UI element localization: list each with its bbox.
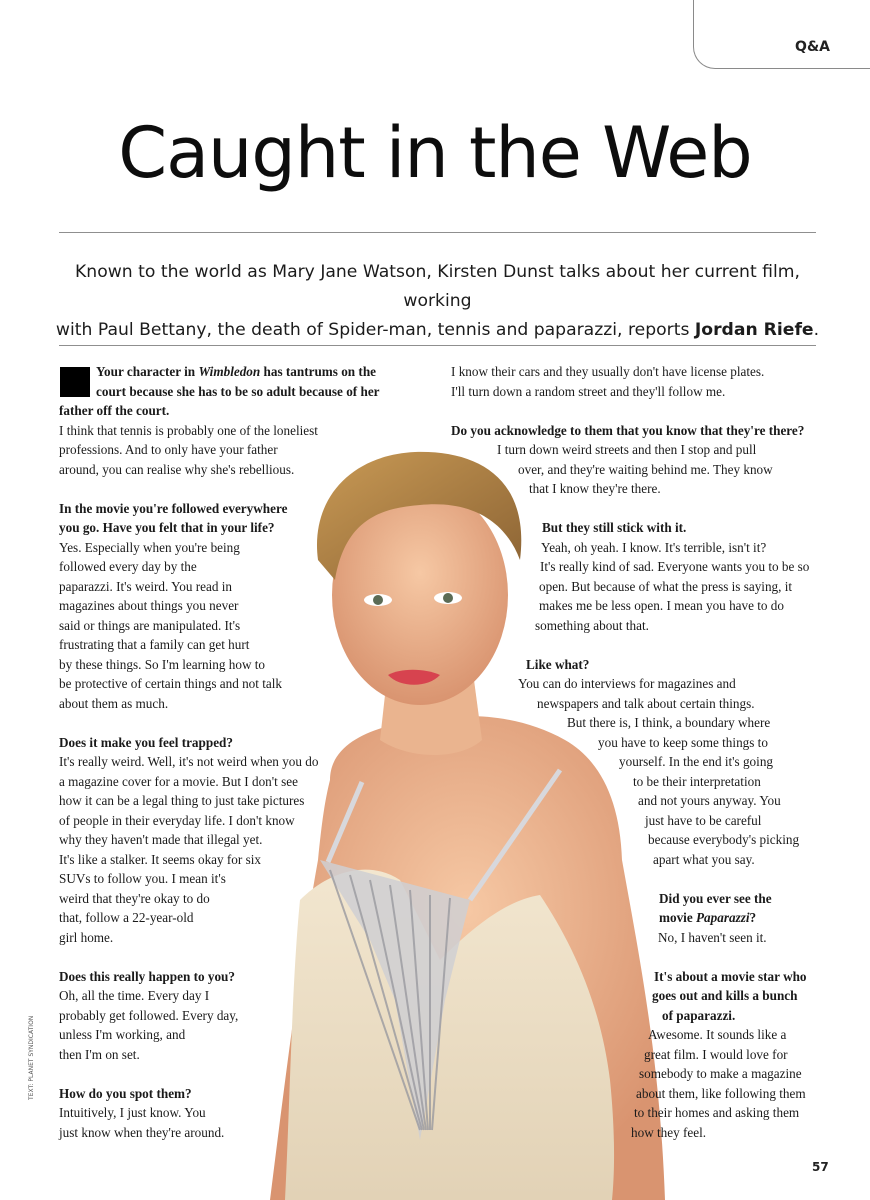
answer-line: great film. I would love for bbox=[644, 1046, 788, 1062]
intro-line-2-text: with Paul Bettany, the death of Spider-man, tennis and paparazzi, reports bbox=[55, 320, 695, 340]
answer-line: a magazine cover for a movie. But I don't see bbox=[59, 773, 298, 789]
paragraph-gap bbox=[451, 401, 809, 421]
question-line: Does this really happen to you? bbox=[59, 968, 235, 984]
section-tab-label: Q&A bbox=[795, 39, 830, 55]
question-line: you go. Have you felt that in your life? bbox=[59, 520, 275, 535]
paragraph-gap bbox=[59, 1064, 380, 1084]
question-line: movie Paparazzi? bbox=[659, 910, 757, 925]
answer-line: unless I'm working, and bbox=[59, 1027, 186, 1042]
answer-line: about them, like following them bbox=[636, 1085, 806, 1101]
question-line: court because she has to be so adult because of her bbox=[96, 383, 380, 399]
answer-line: makes me be less open. I mean you have to do bbox=[539, 598, 784, 613]
question-line: How do you spot them? bbox=[59, 1085, 192, 1101]
paragraph-gap bbox=[451, 869, 809, 889]
paragraph-gap bbox=[59, 479, 380, 499]
question-line: Did you ever see the bbox=[659, 890, 772, 906]
answer-line: of people in their everyday life. I don't know bbox=[59, 812, 295, 828]
paragraph-gap bbox=[451, 635, 809, 655]
answer-line: somebody to make a magazine bbox=[639, 1066, 802, 1081]
answer-line: weird that they're okay to do bbox=[59, 890, 210, 906]
answer-line: I turn down weird streets and then I stop and pull bbox=[497, 442, 757, 457]
question-line: Do you acknowledge to them that you know that they're there? bbox=[451, 422, 805, 438]
answer-line: yourself. In the end it's going bbox=[619, 754, 774, 769]
answer-line: Oh, all the time. Every day I bbox=[59, 988, 210, 1003]
answer-line: how they feel. bbox=[631, 1124, 707, 1140]
question-line: In the movie you're followed everywhere bbox=[59, 500, 288, 516]
left-column bbox=[59, 362, 380, 1142]
answer-line: then I'm on set. bbox=[59, 1046, 140, 1062]
question-line: Like what? bbox=[526, 656, 590, 672]
answer-line: I know their cars and they usually don't have license plates. bbox=[451, 364, 765, 379]
article-title: Caught in the Web bbox=[118, 112, 752, 194]
answer-line: frustrating that a family can get hurt bbox=[59, 637, 250, 652]
answer-line: over, and they're waiting behind me. They know bbox=[518, 461, 773, 477]
author-name: Jordan Riefe bbox=[694, 320, 814, 340]
paragraph-gap bbox=[59, 713, 380, 733]
answer-line: about them as much. bbox=[59, 695, 169, 711]
answer-line: you have to keep some things to bbox=[598, 734, 768, 750]
intro-line-2-end: . bbox=[813, 320, 820, 340]
answer-line: I think that tennis is probably one of the loneliest bbox=[59, 422, 318, 438]
answer-line: by these things. So I'm learning how to bbox=[59, 656, 266, 672]
paragraph-gap bbox=[451, 499, 809, 519]
answer-line: Yeah, oh yeah. I know. It's terrible, isn't it? bbox=[541, 539, 767, 555]
paragraph-gap bbox=[59, 947, 380, 967]
answer-line: Yes. Especially when you're being bbox=[59, 539, 240, 555]
answer-line: It's really kind of sad. Everyone wants you to be so bbox=[540, 559, 810, 574]
paragraph-gap bbox=[451, 947, 809, 967]
answer-line: But there is, I think, a boundary where bbox=[567, 715, 771, 730]
answer-line: paparazzi. It's weird. You read in bbox=[59, 578, 233, 594]
answer-line: because everybody's picking bbox=[648, 832, 800, 847]
answer-line: that I know they're there. bbox=[529, 481, 661, 496]
answer-line: Awesome. It sounds like a bbox=[648, 1027, 787, 1042]
answer-line: It's like a stalker. It seems okay for six bbox=[59, 851, 261, 867]
intro-line-1: Known to the world as Mary Jane Watson, Kirsten Dunst talks about her current film, working bbox=[75, 262, 800, 311]
question-line: goes out and kills a bunch bbox=[652, 988, 798, 1003]
answer-line: magazines about things you never bbox=[59, 598, 239, 613]
answer-line: open. But because of what the press is saying, it bbox=[539, 578, 793, 594]
answer-line: just have to be careful bbox=[645, 812, 762, 828]
answer-line: probably get followed. Every day, bbox=[59, 1007, 239, 1023]
answer-line: I'll turn down a random street and they'll follow me. bbox=[451, 383, 726, 399]
answer-line: It's really weird. Well, it's not weird when you do bbox=[59, 754, 319, 769]
photo-credit: TEXT: PLANET SYNDICATION bbox=[28, 1015, 35, 1100]
answer-line: and not yours anyway. You bbox=[638, 793, 781, 808]
answer-line: to be their interpretation bbox=[633, 773, 761, 789]
answer-line: SUVs to follow you. I mean it's bbox=[59, 871, 226, 886]
answer-line: followed every day by the bbox=[59, 559, 197, 574]
answer-line: said or things are manipulated. It's bbox=[59, 617, 241, 633]
question-line: of paparazzi. bbox=[662, 1007, 736, 1023]
question-line: father off the court. bbox=[59, 403, 170, 418]
question-line: Does it make you feel trapped? bbox=[59, 734, 233, 750]
answer-line: to their homes and asking them bbox=[634, 1105, 800, 1120]
right-column bbox=[451, 362, 809, 1142]
question-line: Your character in Wimbledon has tantrums on the bbox=[96, 364, 377, 379]
answer-line: that, follow a 22-year-old bbox=[59, 910, 194, 925]
answer-line: professions. And to only have your father bbox=[59, 442, 278, 457]
page-number: 57 bbox=[812, 1160, 829, 1174]
answer-line: apart what you say. bbox=[653, 851, 755, 867]
answer-line: girl home. bbox=[59, 929, 114, 945]
answer-line: around, you can realise why she's rebellious. bbox=[59, 461, 295, 477]
answer-line: You can do interviews for magazines and bbox=[518, 676, 736, 691]
answer-line: Intuitively, I just know. You bbox=[59, 1105, 206, 1120]
answer-line: something about that. bbox=[535, 617, 649, 633]
answer-line: how it can be a legal thing to just take pictures bbox=[59, 793, 305, 808]
question-line: But they still stick with it. bbox=[542, 520, 687, 535]
answer-line: No, I haven't seen it. bbox=[658, 929, 767, 945]
answer-line: just know when they're around. bbox=[59, 1124, 225, 1140]
answer-line: be protective of certain things and not talk bbox=[59, 676, 283, 691]
answer-line: why they haven't made that illegal yet. bbox=[59, 832, 263, 847]
question-line: It's about a movie star who bbox=[654, 968, 807, 984]
answer-line: newspapers and talk about certain things. bbox=[537, 695, 755, 711]
